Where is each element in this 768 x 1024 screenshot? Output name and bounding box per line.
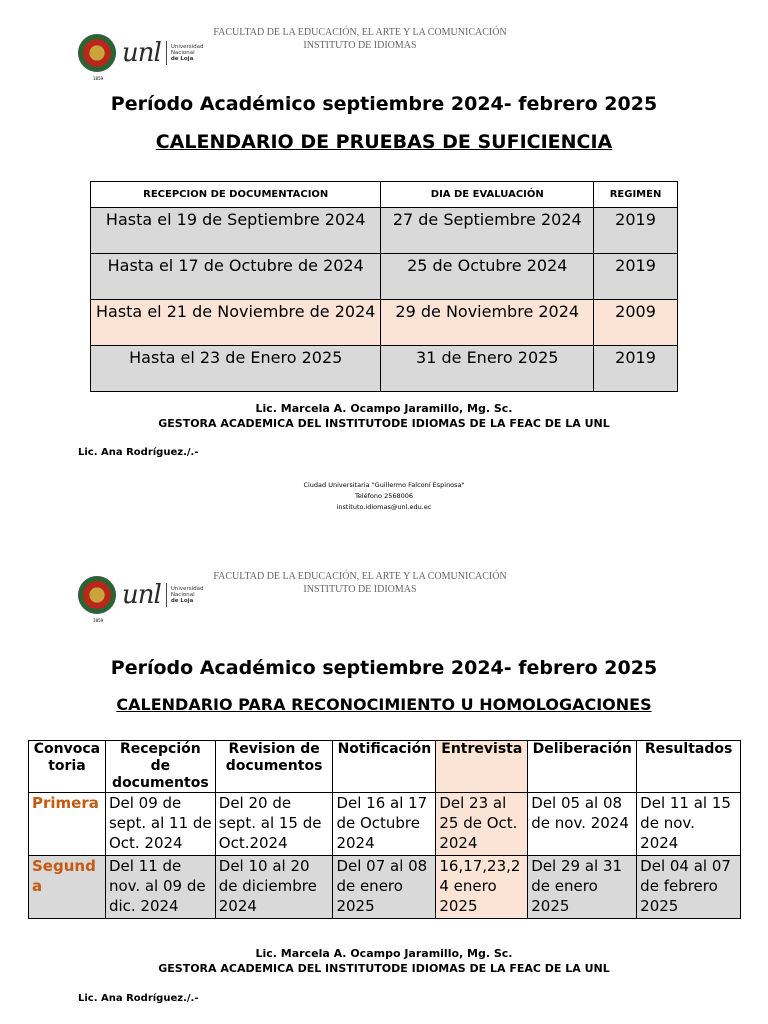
university-seal-icon	[78, 576, 116, 614]
table-cell: Del 09 de sept. al 11 de Oct. 2024	[105, 793, 215, 856]
period-title: Período Académico septiembre 2024- febrero 2025	[110, 657, 658, 679]
table-cell: 16,17,23,2 4 enero 2025	[436, 856, 528, 919]
table-cell: Del 04 al 07 de febrero 2025	[637, 856, 741, 919]
header-institution	[200, 26, 520, 52]
footer-address	[0, 480, 768, 513]
footer-email: instituto.idiomas@unl.edu.ec	[336, 503, 432, 511]
university-logo	[78, 576, 204, 623]
table-cell: Del 07 al 08 de enero 2025	[333, 856, 436, 919]
column-header: RECEPCION DE DOCUMENTACION	[91, 182, 381, 208]
signature-role: GESTORA ACADEMICA DEL INSTITUTODE IDIOMAS DE LA FEAC DE LA UNL	[158, 962, 610, 975]
column-header: Entrevista	[436, 741, 528, 793]
footer-phone: Teléfono 2568006	[354, 492, 414, 500]
table-header-row	[91, 182, 678, 208]
convocatoria-label: Primera	[29, 793, 106, 856]
table-row	[91, 208, 678, 254]
table-cell: Del 23 al 25 de Oct. 2024	[436, 793, 528, 856]
logo-divider	[166, 583, 167, 607]
header-institute: INSTITUTO DE IDIOMAS	[303, 40, 417, 51]
period-title: Período Académico septiembre 2024- febrero 2025	[110, 93, 658, 115]
logo-text: unl	[122, 580, 161, 610]
university-seal-icon	[78, 34, 116, 72]
footer-campus: Ciudad Universitaria "Guillermo Falconí Espinosa"	[303, 481, 465, 489]
table-cell: Hasta el 21 de Noviembre de 2024	[91, 300, 381, 346]
table-cell: Del 11 al 15 de nov. 2024	[637, 793, 741, 856]
column-header: Revision de documentos	[215, 741, 333, 793]
table-cell: 2019	[594, 208, 678, 254]
table-cell: Del 20 de sept. al 15 de Oct.2024	[215, 793, 333, 856]
logo-text: unl	[122, 38, 161, 68]
initials: Lic. Ana Rodríguez./.-	[78, 447, 199, 458]
signature-block	[0, 946, 768, 976]
column-header: REGIMEN	[594, 182, 678, 208]
table-cell: 27 de Septiembre 2024	[381, 208, 594, 254]
table-row	[91, 346, 678, 392]
table-cell: Del 05 al 08 de nov. 2024	[528, 793, 637, 856]
signature-name: Lic. Marcela A. Ocampo Jaramillo, Mg. Sc.	[255, 402, 513, 415]
table-cell: Del 10 al 20 de diciembre 2024	[215, 856, 333, 919]
column-header: Convoca toria	[29, 741, 106, 793]
header-faculty: FACULTAD DE LA EDUCACIÓN, EL ARTE Y LA COMUNICACIÓN	[213, 27, 507, 38]
column-header: Notificación	[333, 741, 436, 793]
table-cell: Hasta el 19 de Septiembre 2024	[91, 208, 381, 254]
header-faculty: FACULTAD DE LA EDUCACIÓN, EL ARTE Y LA COMUNICACIÓN	[213, 571, 507, 582]
signature-block	[0, 401, 768, 431]
table-cell: 25 de Octubre 2024	[381, 254, 594, 300]
logo-year: 1859	[93, 76, 104, 81]
calendar-title: CALENDARIO PARA RECONOCIMIENTO U HOMOLOGACIONES	[116, 695, 652, 714]
table-row	[91, 254, 678, 300]
convocatoria-label: Segund a	[29, 856, 106, 919]
table-cell: 2019	[594, 254, 678, 300]
table-row	[91, 300, 678, 346]
logo-university-name: Universidad Nacional de Loja	[170, 586, 204, 604]
table-cell: Del 11 de nov. al 09 de dic. 2024	[105, 856, 215, 919]
column-header: DIA DE EVALUACIÓN	[381, 182, 594, 208]
logo-year: 1859	[93, 618, 104, 623]
logo-university-name: Universidad Nacional de Loja	[170, 44, 204, 62]
initials: Lic. Ana Rodríguez./.-	[78, 993, 199, 1004]
signature-role: GESTORA ACADEMICA DEL INSTITUTODE IDIOMAS DE LA FEAC DE LA UNL	[158, 417, 610, 430]
table-header-row	[29, 741, 741, 793]
table-cell: 31 de Enero 2025	[381, 346, 594, 392]
table-cell: Hasta el 23 de Enero 2025	[91, 346, 381, 392]
table-row	[29, 856, 741, 919]
calendar-title: CALENDARIO DE PRUEBAS DE SUFICIENCIA	[155, 131, 613, 153]
column-header: Deliberación	[528, 741, 637, 793]
column-header: Recepción de documentos	[105, 741, 215, 793]
column-header: Resultados	[637, 741, 741, 793]
proficiency-tests-table	[90, 181, 678, 392]
university-logo	[78, 34, 204, 81]
header-institute: INSTITUTO DE IDIOMAS	[303, 584, 417, 595]
table-cell: Hasta el 17 de Octubre de 2024	[91, 254, 381, 300]
table-cell: 29 de Noviembre 2024	[381, 300, 594, 346]
table-cell: 2019	[594, 346, 678, 392]
header-institution	[200, 570, 520, 596]
table-row	[29, 793, 741, 856]
table-cell: 2009	[594, 300, 678, 346]
table-cell: Del 29 al 31 de enero 2025	[528, 856, 637, 919]
recognition-calendar-table	[28, 740, 741, 919]
table-cell: Del 16 al 17 de Octubre 2024	[333, 793, 436, 856]
signature-name: Lic. Marcela A. Ocampo Jaramillo, Mg. Sc.	[255, 947, 513, 960]
logo-divider	[166, 41, 167, 65]
